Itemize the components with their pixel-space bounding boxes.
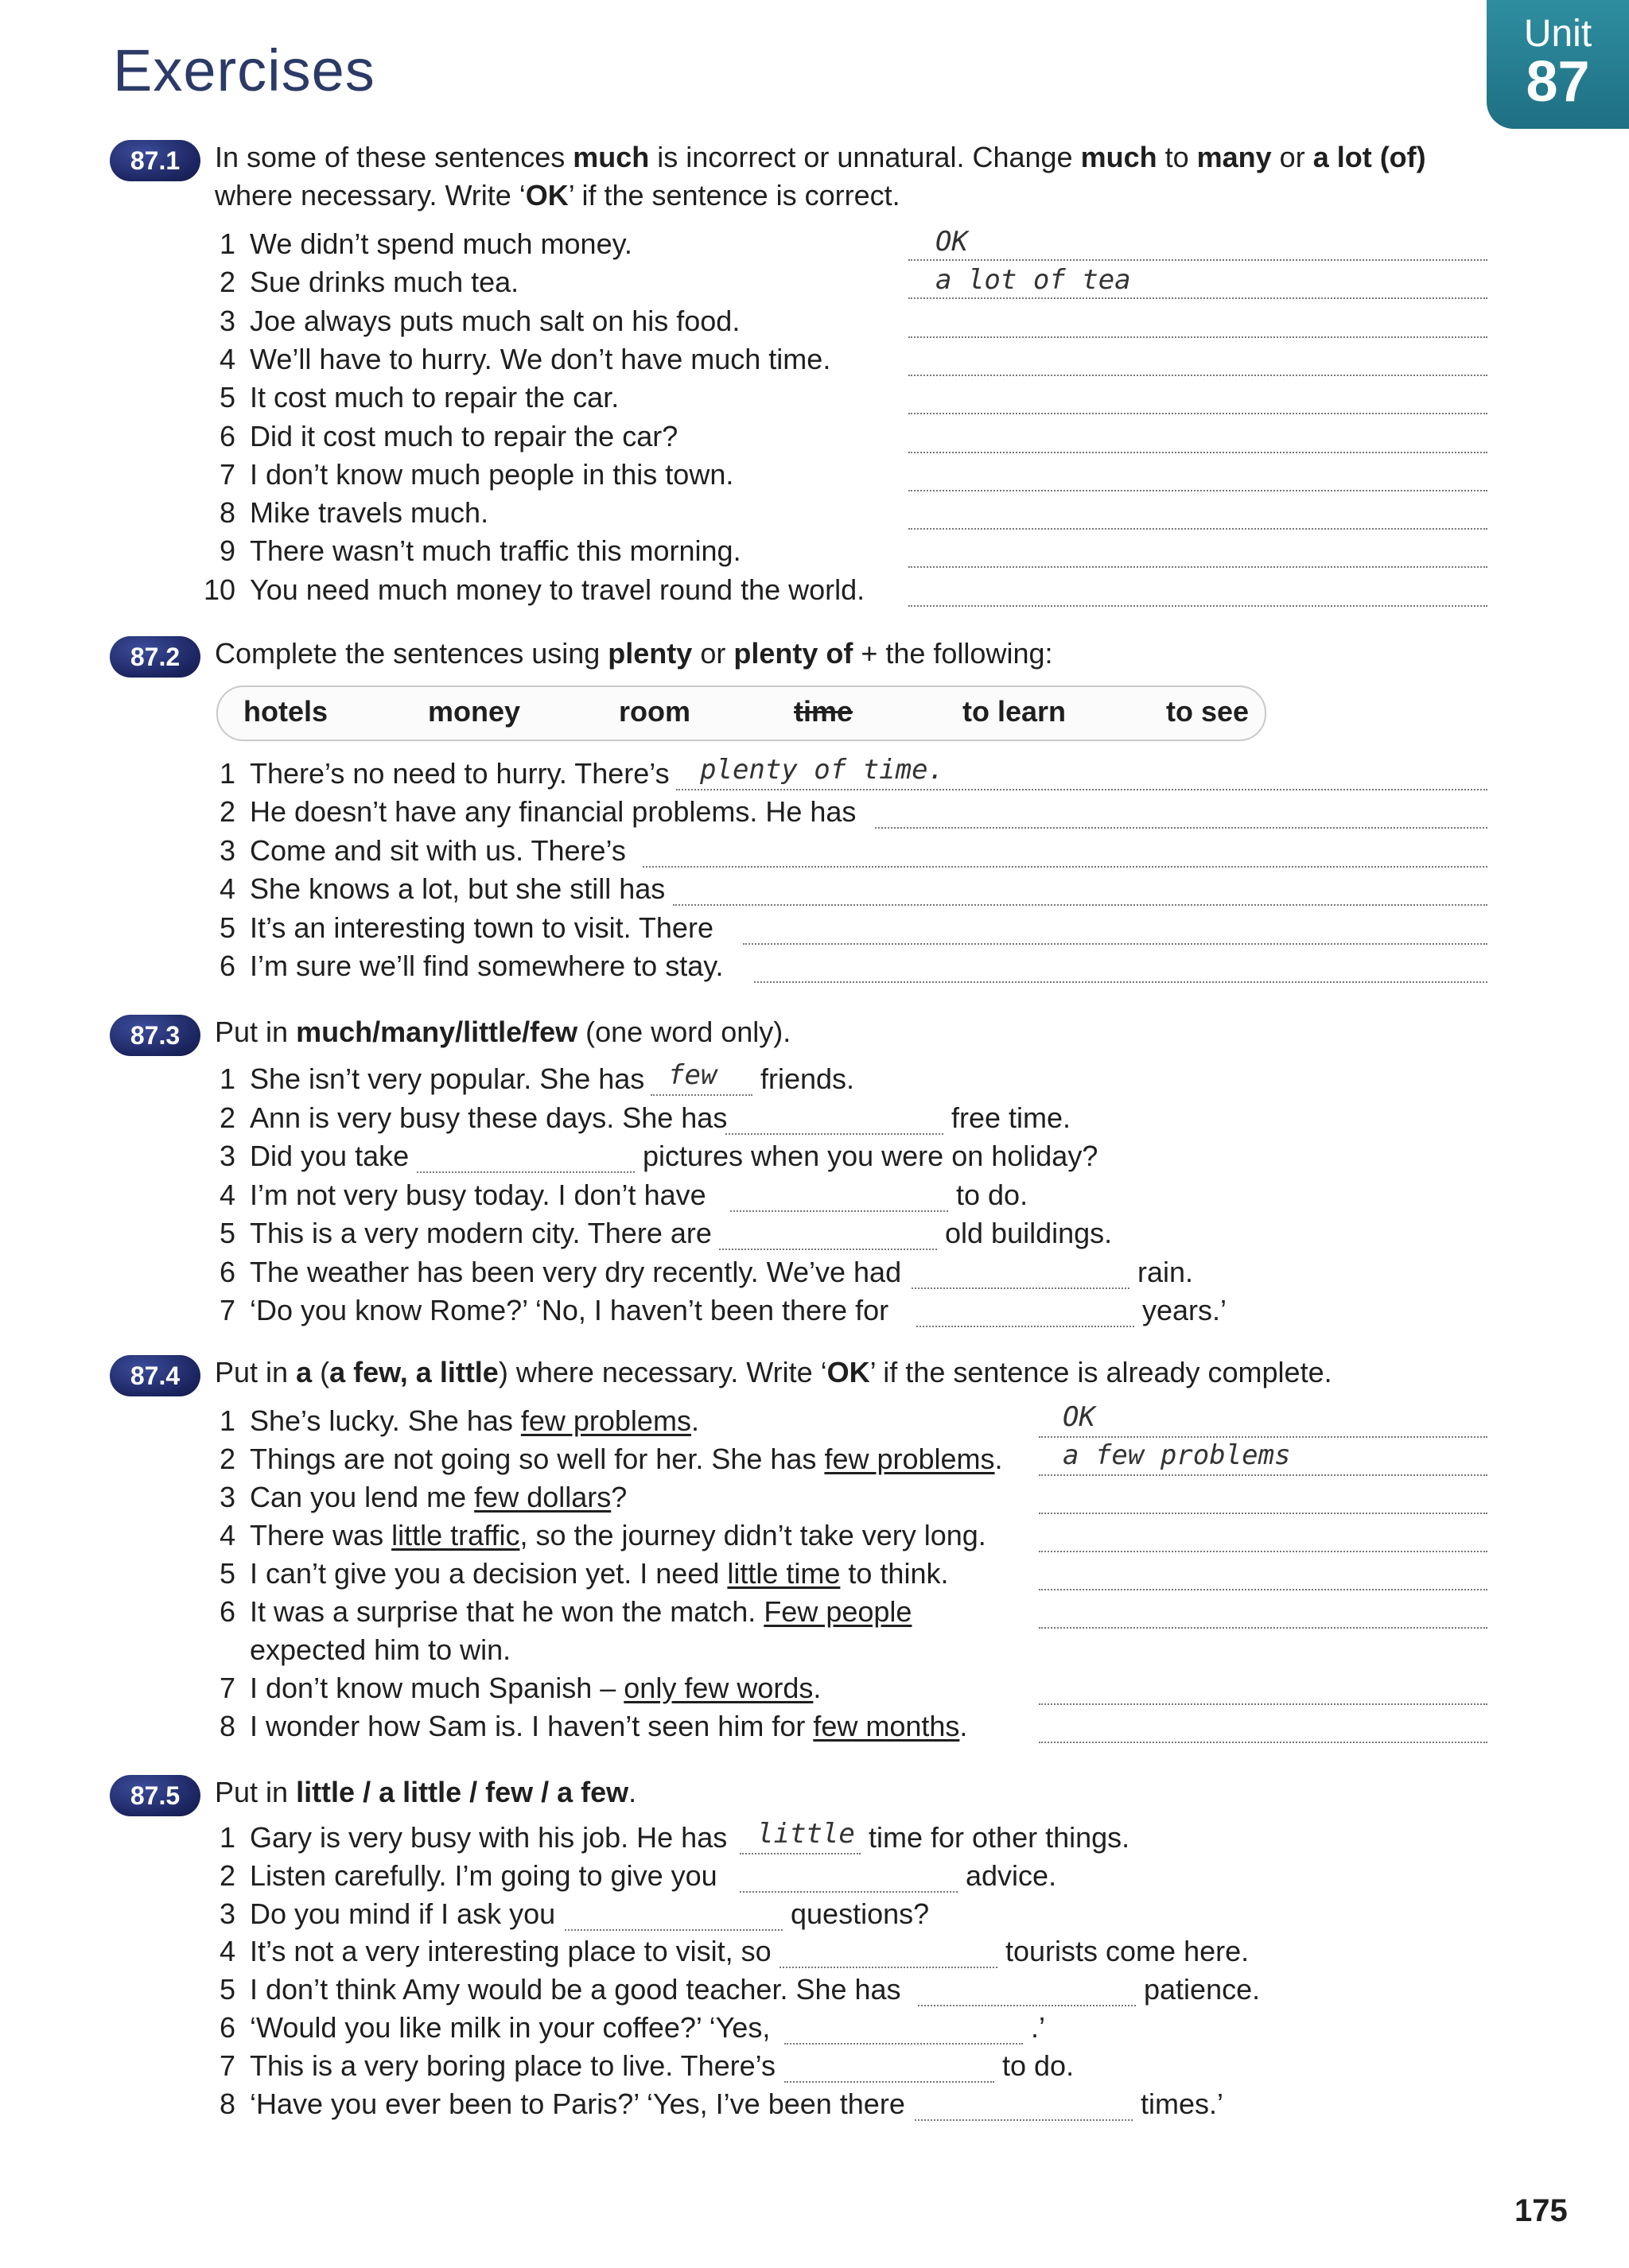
exercise-row [0,1481,1629,1519]
answer-line[interactable] [1039,1511,1487,1514]
item-number: 2 [219,266,235,298]
text-part: to think. [840,1557,949,1590]
handwritten-answer: plenty of time. [700,754,945,786]
item-text-after: times.’ [1141,2087,1224,2120]
answer-line[interactable] [1039,1702,1487,1705]
item-text: She knows a lot, but she still has [250,872,666,905]
answer-line[interactable] [1039,1740,1487,1743]
item-number: 6 [219,1256,235,1288]
exercise-row [0,872,1629,911]
item-number: 4 [219,1179,235,1211]
item-number: 7 [219,2049,235,2082]
item-number: 7 [219,458,235,491]
text-part: She’s lucky. She has [250,1404,521,1437]
exercise-instruction: Put in little / a little / few / a few. [215,1776,637,1808]
exercise-row [0,1519,1629,1557]
answer-line[interactable] [918,2003,1136,2006]
item-text: Joe always puts much salt on his food. [250,305,741,337]
item-text-after: old buildings. [945,1217,1113,1249]
answer-line[interactable] [908,450,1487,453]
exercise-row [0,1859,1629,1897]
item-text: You need much money to travel round the world. [250,573,865,606]
answer-line[interactable] [908,526,1487,530]
answer-line[interactable] [730,1209,948,1212]
exercise-row [0,343,1629,381]
item-text: ‘Would you like milk in your coffee?’ ‘Yes, [250,2011,771,2044]
item-text-after: to do. [1002,2049,1075,2082]
answer-line[interactable] [743,942,1487,945]
handwritten-answer: little [757,1818,855,1850]
item-number: 2 [219,795,235,828]
text-part: It was a surprise that he won the match. [250,1595,764,1628]
item-number: 10 [203,573,235,606]
exercise-badge: 87.5 [110,1775,200,1816]
item-number: 5 [219,381,235,414]
answer-line[interactable] [651,1093,752,1096]
answer-line[interactable] [780,1965,997,1968]
item-text [250,1672,821,1705]
word-option: hotels [243,695,329,728]
item-text: There’s no need to hurry. There’s [250,757,670,790]
unit-label: Unit [1523,13,1592,55]
page-number: 175 [1514,2193,1568,2228]
exercise-badge: 87.4 [110,1355,200,1396]
item-number: 3 [219,1897,235,1930]
item-number: 5 [219,1217,235,1249]
answer-line[interactable] [754,980,1487,983]
exercise-row [0,795,1629,833]
word-option: to learn [962,695,1067,728]
item-text: It’s not a very interesting place to visit, so [250,1935,772,1967]
item-number: 8 [219,496,235,529]
exercise-row [0,1672,1629,1710]
item-number: 1 [219,1821,235,1854]
item-text [250,1557,948,1590]
item-number: 6 [219,2011,235,2044]
answer-line[interactable] [908,604,1487,607]
item-text: Listen carefully. I’m going to give you [250,1859,717,1892]
answer-line[interactable] [1039,1549,1487,1552]
word-option-used: time [794,695,853,728]
exercise-instruction: Put in much/many/little/few (one word only). [215,1016,791,1048]
exercise-row [0,381,1629,419]
item-text-after: friends. [760,1062,855,1095]
text-part: There was [250,1519,392,1551]
exercise-badge: 87.2 [110,636,200,678]
item-text: It cost much to repair the car. [250,381,620,414]
exercise-row [0,2049,1629,2087]
item-text: I’m not very busy today. I don’t have [250,1179,706,1211]
text-part: ? [611,1481,628,1513]
item-text [250,1481,627,1514]
item-text-after: questions? [791,1897,930,1930]
text-part: Things are not going so well for her. She has [250,1443,825,1475]
underlined-phrase: few problems [824,1443,995,1475]
item-text-after: patience. [1144,1973,1261,2006]
item-number: 4 [219,343,235,375]
item-number: 8 [219,1710,235,1742]
answer-line[interactable] [908,335,1487,338]
item-text: I don’t think Amy would be a good teacher. She has [250,1973,901,2006]
answer-line[interactable] [673,903,1487,906]
item-text [250,1595,912,1629]
answer-line[interactable] [912,1286,1129,1289]
item-number: 1 [219,1062,235,1095]
answer-line[interactable] [908,296,1487,299]
item-number: 8 [219,2087,235,2120]
item-number: 1 [219,1404,235,1437]
handwritten-answer: OK [935,226,968,258]
exercise-row [0,1439,1629,1481]
underlined-phrase: little traffic [391,1519,520,1551]
item-number: 5 [219,1973,235,2006]
exercise-row [0,534,1629,573]
exercise-row [0,1818,1629,1859]
exercise-row [0,1217,1629,1255]
answer-line[interactable] [908,373,1487,376]
item-text [250,1404,699,1438]
exercise-row [0,2087,1629,2126]
item-number: 6 [219,950,235,982]
handwritten-answer: OK [1063,1401,1095,1433]
exercise-row-continued [0,1633,1629,1672]
item-number: 7 [219,1672,235,1704]
exercise-row [0,496,1629,534]
item-number: 4 [219,1519,235,1551]
text-part: . [690,1404,699,1437]
item-text: I’m sure we’ll find somewhere to stay. [250,950,724,982]
item-text: We’ll have to hurry. We don’t have much time. [250,343,831,375]
item-text: He doesn’t have any financial problems. He has [250,795,857,828]
item-text: Did it cost much to repair the car? [250,420,678,452]
item-text: The weather has been very dry recently. We’ve had [250,1256,902,1288]
item-text: Come and sit with us. There’s [250,834,626,867]
exercise-badge: 87.3 [110,1015,200,1056]
item-text: We didn’t spend much money. [250,227,632,260]
text-part: I wonder how Sam is. I haven’t seen him for [250,1710,814,1742]
exercise-row [0,305,1629,343]
text-part: I don’t know much Spanish – [250,1672,624,1704]
item-text: There wasn’t much traffic this morning. [250,534,741,567]
item-number: 7 [219,1294,235,1326]
exercise-row [0,458,1629,496]
item-number: 4 [219,1935,235,1967]
item-text [250,1519,986,1552]
answer-line[interactable] [908,258,1487,261]
exercise-row [0,1140,1629,1178]
handwritten-answer: a lot of tea [935,264,1131,296]
item-number: 3 [219,305,235,337]
word-box [216,685,1266,741]
item-number: 5 [219,1557,235,1590]
answer-line[interactable] [740,1889,958,1893]
word-option: money [428,695,521,728]
unit-tab [1487,0,1629,129]
exercise-row [0,1401,1629,1443]
exercise-row [0,2011,1629,2049]
underlined-phrase: few problems [520,1404,691,1437]
word-option: to see [1166,695,1250,728]
item-text: expected him to win. [250,1633,511,1666]
answer-line[interactable] [719,1247,937,1250]
item-number: 3 [219,1481,235,1513]
text-part: I can’t give you a decision yet. I need [250,1557,728,1590]
exercise-row [0,1059,1629,1101]
exercise-row [0,754,1629,795]
unit-number: 87 [1526,50,1590,114]
answer-line[interactable] [417,1170,635,1173]
answer-line[interactable] [908,411,1487,414]
exercise-row [0,1294,1629,1332]
underlined-phrase: only few words [624,1672,814,1704]
underlined-phrase: few dollars [474,1481,612,1513]
item-text: Ann is very busy these days. She has [250,1101,728,1134]
item-text: I don’t know much people in this town. [250,458,734,491]
item-text: Gary is very busy with his job. He has [250,1821,728,1854]
item-text-after: .’ [1031,2011,1045,2044]
page-title: Exercises [113,37,375,103]
text-part: . [994,1443,1003,1475]
answer-line[interactable] [1039,1625,1487,1629]
exercise-row [0,1595,1629,1633]
exercise-row [0,1179,1629,1217]
item-text-after: free time. [951,1101,1071,1134]
item-text: Mike travels much. [250,496,489,529]
exercise-row [0,420,1629,458]
handwritten-answer: few [668,1059,717,1091]
answer-line[interactable] [784,2041,1023,2045]
item-number: 2 [219,1101,235,1134]
item-text-after: pictures when you were on holiday? [643,1140,1098,1172]
answer-line[interactable] [1039,1473,1487,1476]
exercise-row [0,1256,1629,1294]
exercise-row [0,950,1629,988]
item-number: 5 [219,911,235,944]
answer-line[interactable] [875,825,1487,829]
exercise-badge: 87.1 [110,140,200,181]
item-text: This is a very modern city. There are [250,1217,712,1249]
text-part: Can you lend me [250,1481,475,1513]
answer-line[interactable] [1039,1435,1487,1438]
item-text-after: to do. [956,1179,1028,1211]
item-text: ‘Do you know Rome?’ ‘No, I haven’t been there for [250,1294,889,1326]
answer-line[interactable] [916,1324,1134,1327]
item-text [250,1710,967,1743]
item-text: Sue drinks much tea. [250,266,519,298]
exercise-row [0,1101,1629,1140]
item-text: Did you take [250,1140,410,1172]
item-text: Do you mind if I ask you [250,1897,556,1930]
exercise-row [0,227,1629,266]
item-number: 6 [219,1595,235,1628]
underlined-phrase: few months [813,1710,960,1742]
item-text: This is a very boring place to live. There’s [250,2049,776,2082]
answer-line[interactable] [784,2080,994,2083]
exercise-row [0,1935,1629,1973]
answer-line[interactable] [676,787,1487,790]
exercise-row [0,834,1629,872]
answer-line[interactable] [915,2118,1133,2121]
item-text-after: years.’ [1142,1294,1227,1326]
underlined-phrase: Few people [764,1595,912,1628]
answer-line[interactable] [565,1928,783,1931]
item-number: 3 [219,834,235,867]
text-part: . [959,1710,968,1742]
answer-line[interactable] [908,565,1487,568]
item-number: 9 [219,534,235,567]
exercise-instruction: Complete the sentences using plenty or plenty of + the following: [215,637,1053,670]
text-part: , so the journey didn’t take very long. [519,1519,986,1551]
item-text-after: tourists come here. [1005,1935,1250,1967]
item-text-after: time for other things. [869,1821,1130,1854]
item-text [250,1443,1003,1476]
item-number: 1 [219,227,235,260]
exercise-row [0,573,1629,612]
answer-line[interactable] [908,488,1487,491]
item-number: 6 [219,420,235,452]
underlined-phrase: little time [727,1557,841,1590]
exercise-instruction: In some of these sentences much is incorrect or unnatural. Change much to many or a lot (of) where necessary. Write ‘OK’ if the sentence is correct. [215,141,1426,212]
item-text: ‘Have you ever been to Paris?’ ‘Yes, I’ve been there [250,2087,905,2120]
answer-line[interactable] [643,864,1487,868]
item-number: 1 [219,757,235,790]
exercise-row [0,1557,1629,1595]
handwritten-answer: a few problems [1063,1439,1291,1471]
exercise-row [0,1710,1629,1748]
exercise-row [0,911,1629,950]
exercise-row [0,1897,1629,1936]
text-part: . [813,1672,822,1704]
answer-line[interactable] [740,1851,861,1854]
exercise-row [0,1973,1629,2011]
item-number: 2 [219,1859,235,1892]
item-number: 3 [219,1140,235,1172]
exercise-row [0,266,1629,304]
item-text-after: rain. [1137,1256,1194,1288]
item-number: 4 [219,872,235,905]
answer-line[interactable] [725,1132,943,1135]
word-option: room [619,695,690,728]
item-text: It’s an interesting town to visit. There [250,911,713,944]
item-number: 2 [219,1443,235,1475]
answer-line[interactable] [1039,1587,1487,1590]
item-text: She isn’t very popular. She has [250,1062,645,1095]
item-text-after: advice. [966,1859,1057,1892]
exercise-instruction: Put in a (a few, a little) where necessary. Write ‘OK’ if the sentence is already complete. [215,1356,1332,1388]
